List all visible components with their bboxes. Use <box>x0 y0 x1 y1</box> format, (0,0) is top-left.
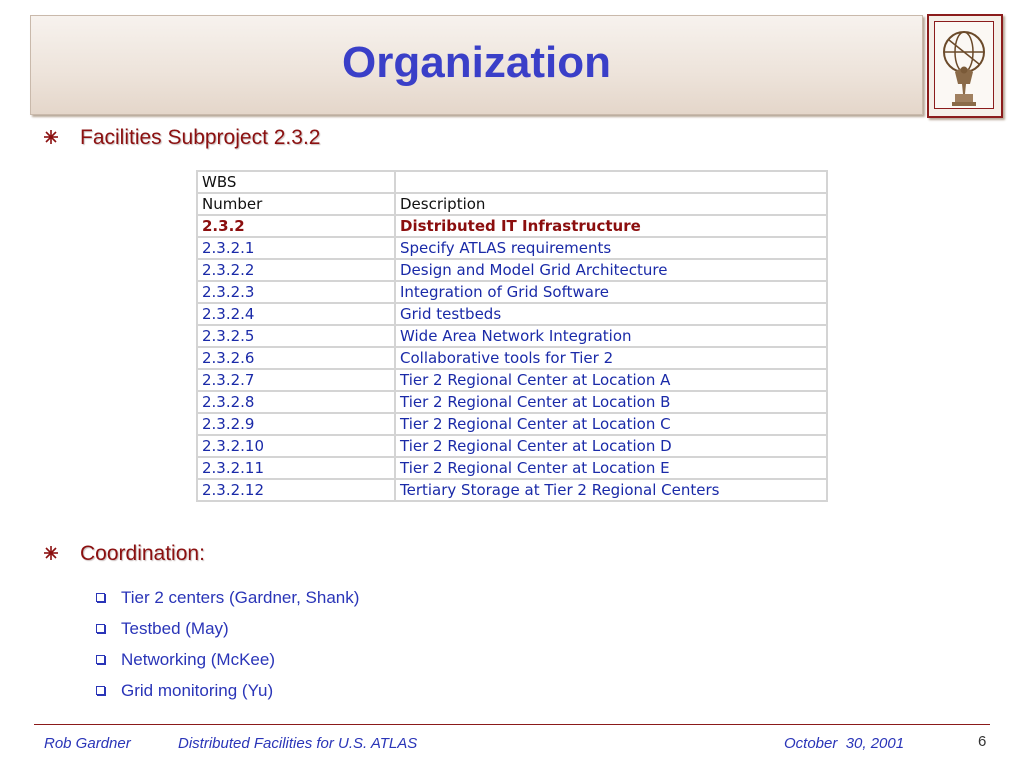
wbs-description-cell: Tier 2 Regional Center at Location E <box>395 457 827 479</box>
list-item-text: Tier 2 centers (Gardner, Shank) <box>121 587 360 607</box>
page-number: 6 <box>978 733 987 750</box>
wbs-number-cell: 2.3.2.11 <box>197 457 395 479</box>
wbs-description-cell: Wide Area Network Integration <box>395 325 827 347</box>
wbs-number-cell: 2.3.2.5 <box>197 325 395 347</box>
wbs-description-cell: Tier 2 Regional Center at Location D <box>395 435 827 457</box>
footer-author: Rob Gardner <box>44 735 131 752</box>
list-item <box>96 675 359 706</box>
wbs-number-cell: 2.3.2.1 <box>197 237 395 259</box>
slide-title: Organization <box>342 38 611 87</box>
wbs-description-cell: Description <box>395 193 827 215</box>
wbs-description-cell: Distributed IT Infrastructure <box>395 215 827 237</box>
table-row <box>197 281 827 303</box>
wbs-table <box>196 170 828 502</box>
wbs-number-cell: 2.3.2.4 <box>197 303 395 325</box>
footer-date: October 30, 2001 <box>784 735 905 752</box>
wbs-description-cell: Specify ATLAS requirements <box>395 237 827 259</box>
hollow-square-bullet-icon <box>96 655 105 664</box>
list-item-text: Networking (McKee) <box>121 649 275 669</box>
bullet-facilities <box>44 126 320 150</box>
table-row <box>197 215 827 237</box>
table-row <box>197 369 827 391</box>
wbs-description-cell: Grid testbeds <box>395 303 827 325</box>
table-row <box>197 347 827 369</box>
atlas-statue-icon <box>935 22 993 108</box>
bullet-facilities-text: Facilities Subproject 2.3.2 <box>80 126 321 149</box>
wbs-description-cell: Tier 2 Regional Center at Location C <box>395 413 827 435</box>
wbs-number-cell: 2.3.2.7 <box>197 369 395 391</box>
table-row <box>197 457 827 479</box>
table-row <box>197 193 827 215</box>
wbs-description-cell: Tier 2 Regional Center at Location A <box>395 369 827 391</box>
footer-rule <box>34 724 990 725</box>
wbs-number-cell: 2.3.2.9 <box>197 413 395 435</box>
hollow-square-bullet-icon <box>96 593 105 602</box>
bullet-coordination <box>44 542 205 566</box>
wbs-description-cell: Design and Model Grid Architecture <box>395 259 827 281</box>
wbs-number-cell: 2.3.2.6 <box>197 347 395 369</box>
title-bar <box>30 15 923 115</box>
table-row <box>197 435 827 457</box>
table-row <box>197 303 827 325</box>
snowflake-bullet-icon <box>44 542 60 566</box>
bullet-coordination-text: Coordination: <box>80 542 205 565</box>
wbs-number-cell: 2.3.2.12 <box>197 479 395 501</box>
wbs-description-cell: Collaborative tools for Tier 2 <box>395 347 827 369</box>
wbs-description-cell: Tier 2 Regional Center at Location B <box>395 391 827 413</box>
wbs-number-cell: WBS <box>197 171 395 193</box>
snowflake-bullet-icon <box>44 126 60 150</box>
table-row <box>197 237 827 259</box>
wbs-number-cell: 2.3.2 <box>197 215 395 237</box>
list-item <box>96 613 359 644</box>
wbs-description-cell: Integration of Grid Software <box>395 281 827 303</box>
list-item <box>96 582 359 613</box>
table-row <box>197 171 827 193</box>
list-item <box>96 644 359 675</box>
wbs-number-cell: 2.3.2.8 <box>197 391 395 413</box>
atlas-logo <box>927 14 1003 118</box>
wbs-number-cell: 2.3.2.10 <box>197 435 395 457</box>
table-row <box>197 259 827 281</box>
footer-talk-title: Distributed Facilities for U.S. ATLAS <box>178 735 418 752</box>
table-row <box>197 413 827 435</box>
wbs-number-cell: Number <box>197 193 395 215</box>
table-row <box>197 391 827 413</box>
hollow-square-bullet-icon <box>96 624 105 633</box>
wbs-description-cell: Tertiary Storage at Tier 2 Regional Centers <box>395 479 827 501</box>
hollow-square-bullet-icon <box>96 686 105 695</box>
wbs-number-cell: 2.3.2.3 <box>197 281 395 303</box>
table-row <box>197 325 827 347</box>
list-item-text: Grid monitoring (Yu) <box>121 680 274 700</box>
atlas-logo-frame <box>934 21 994 109</box>
list-item-text: Testbed (May) <box>121 618 229 638</box>
coordination-list <box>96 582 359 706</box>
wbs-number-cell: 2.3.2.2 <box>197 259 395 281</box>
table-row <box>197 479 827 501</box>
wbs-description-cell <box>395 171 827 193</box>
